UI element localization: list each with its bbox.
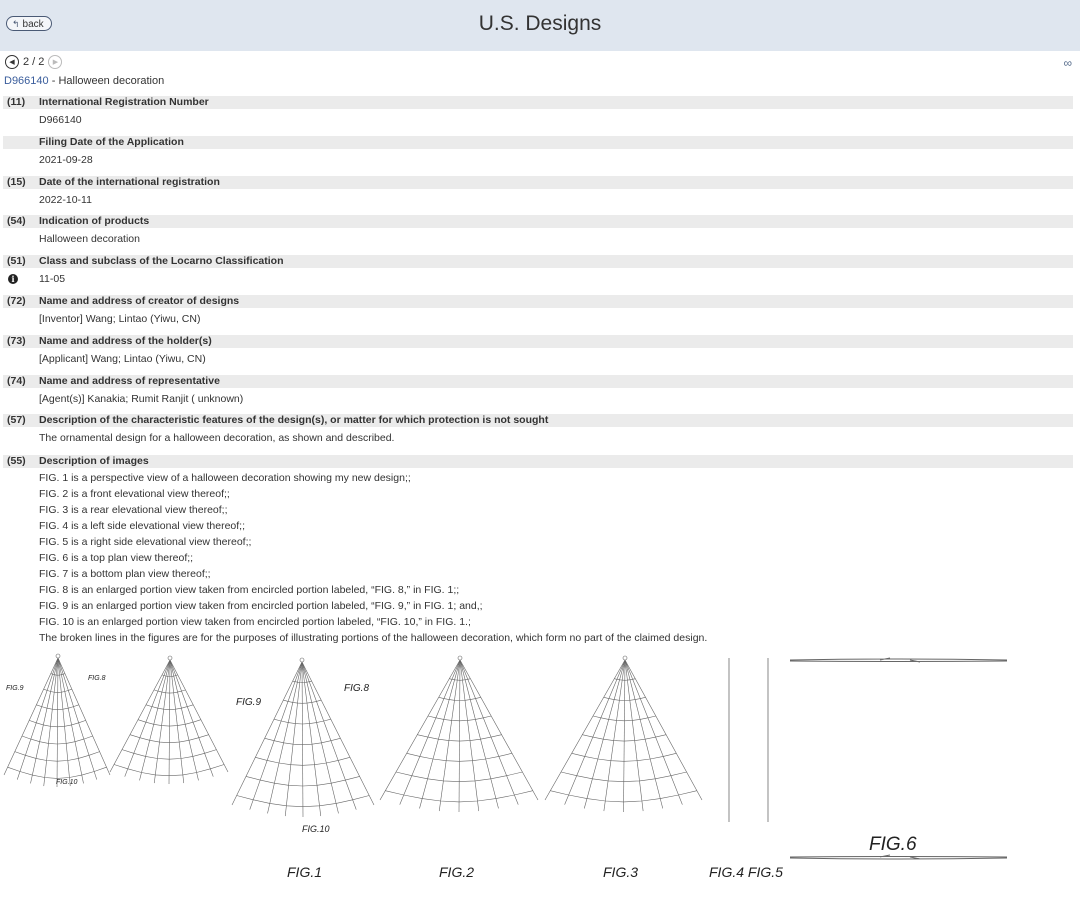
field-label: International Registration Number [39,96,209,108]
field-code [3,136,39,149]
fig2-web [380,656,538,812]
field-label: Name and address of creator of designs [39,294,240,307]
image-desc-line: FIG. 9 is an enlarged portion view taken from encircled portion labeled, “FIG. 9,” in FIG. 1; and,; [39,600,483,612]
thumb-fig9-label: FIG.9 [6,685,24,692]
field-code: (74) [7,374,26,387]
next-record-button[interactable]: ▶ [48,55,62,69]
prev-record-button[interactable]: ◀ [5,55,19,69]
fig1-web [232,658,374,817]
main-fig8-label: FIG.8 [344,683,370,694]
fig3-label: FIG.3 [603,864,639,880]
fig2-label: FIG.2 [439,864,475,880]
field-holder [3,335,1073,375]
record-subtitle [4,75,164,87]
field-code: (51) [7,255,26,268]
design-drawings [0,650,1080,900]
field-filing-date [3,136,1073,176]
field-label: Description of images [39,455,149,467]
field-label: Name and address of representative [39,374,220,387]
field-code: (73) [7,334,26,347]
drawings-svg [0,650,1080,900]
image-desc-line: FIG. 4 is a left side elevational view thereof;; [39,520,246,532]
record-separator: - [48,75,59,87]
bibliographic-fields [3,96,1073,454]
field-registration-date [3,176,1073,216]
record-pager [5,54,62,70]
field-representative [3,375,1073,415]
image-desc-line: FIG. 7 is a bottom plan view thereof;; [39,568,211,580]
thumb-web-right [110,656,228,784]
image-desc-line: FIG. 6 is a top plan view thereof;; [39,552,194,564]
main-fig10-label: FIG.10 [302,824,330,834]
field-value: 2021-09-28 [39,153,93,166]
fig1-label: FIG.1 [287,864,323,880]
field-code: (55) [7,455,26,467]
record-name: Halloween decoration [58,75,165,87]
field-label: Class and subclass of the Locarno Classification [39,255,284,268]
field-value: [Applicant] Wang; Lintao (Yiwu, CN) [39,352,206,365]
field-creator [3,295,1073,335]
record-position: 2 / 2 [23,56,45,68]
record-number-link[interactable]: D966140 [4,75,49,87]
field-locarno-class [3,255,1073,295]
fig6-label: FIG.6 [869,834,917,855]
header-bar [0,0,1080,51]
thumb-web-left [4,654,110,787]
field-value: 11-05 [39,273,66,286]
page-title: U.S. Designs [478,12,602,35]
field-label: Date of the international registration [39,175,220,188]
field-characteristic-features [3,414,1073,454]
field-label: Name and address of the holder(s) [39,334,212,347]
field-value: [Inventor] Wang; Lintao (Yiwu, CN) [39,312,201,325]
field-code: (72) [7,294,26,307]
permalink-icon[interactable]: ∞ [1063,56,1072,70]
field-products [3,215,1073,255]
image-desc-line: FIG. 5 is a right side elevational view thereof;; [39,536,252,548]
image-desc-line: The broken lines in the figures are for the purposes of illustrating portions of the halloween decoration, which form no part of the claimed design. [39,632,708,644]
field-image-descriptions [3,455,1073,646]
image-desc-line: FIG. 10 is an enlarged portion view taken from encircled portion labeled, “FIG. 10,” in FIG. 1.; [39,616,471,628]
field-value: [Agent(s)] Kanakia; Rumit Ranjit ( unknown) [39,392,244,405]
fig3-web [545,656,702,812]
thumb-fig10-label: FIG.10 [56,779,78,786]
field-label: Filing Date of the Application [39,135,184,148]
field-label: Description of the characteristic features of the design(s), or matter for which protection is not sought [39,414,549,427]
field-value: 2022-10-11 [39,193,92,206]
back-label: back [22,19,44,30]
main-fig9-label: FIG.9 [236,697,262,708]
field-value: The ornamental design for a halloween decoration, as shown and described. [39,432,395,445]
fig6-top-view [790,658,1007,662]
field-label: Indication of products [39,215,150,228]
field-code: (57) [7,414,26,427]
field-value: Halloween decoration [39,233,140,246]
image-desc-line: FIG. 1 is a perspective view of a halloween decoration showing my new design;; [39,472,411,484]
field-code: (15) [7,175,26,188]
field-value: D966140 [39,114,82,126]
field-code: (54) [7,215,26,228]
fig4-fig5-label: FIG.4 FIG.5 [709,864,783,880]
thumb-fig8-label: FIG.8 [88,675,106,682]
image-desc-line: FIG. 2 is a front elevational view thereof;; [39,488,230,500]
info-icon[interactable]: i [8,274,18,284]
field-registration-number [3,96,1073,136]
image-desc-line: FIG. 8 is an enlarged portion view taken from encircled portion labeled, “FIG. 8,” in FIG. 1;; [39,584,460,596]
back-arrow-icon: ↰ [12,19,20,29]
image-desc-line: FIG. 3 is a rear elevational view thereof;; [39,504,228,516]
field-code: (11) [7,96,26,108]
